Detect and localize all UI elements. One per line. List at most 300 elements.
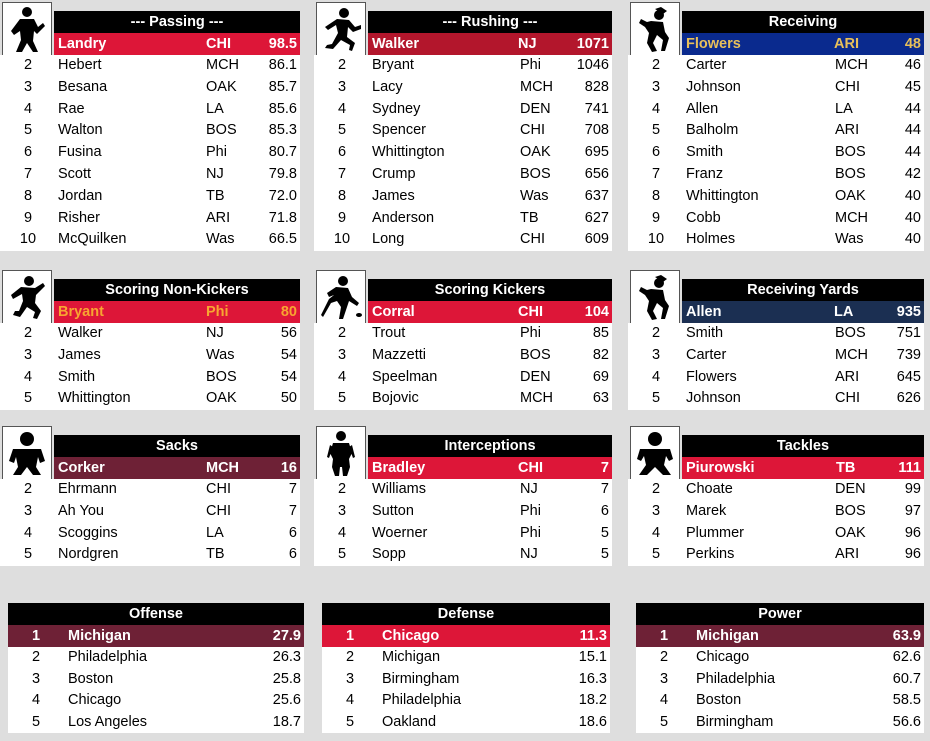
value: 56.6 [892, 713, 921, 730]
value: 1046 [576, 57, 609, 73]
list-item[interactable] [628, 544, 924, 566]
rank: 2 [23, 57, 33, 73]
team: MCH [520, 78, 554, 95]
list-item[interactable] [0, 367, 300, 389]
player-name: Carter [686, 346, 727, 363]
leader-team: CHI [518, 460, 543, 476]
rank: 10 [647, 231, 665, 248]
list-item[interactable] [628, 99, 924, 121]
leader-value: 111 [898, 460, 921, 476]
value: 97 [904, 502, 921, 519]
list-item[interactable] [314, 77, 612, 99]
rank: 9 [337, 209, 347, 226]
value: 44 [904, 122, 921, 139]
rank: 4 [651, 100, 661, 117]
rank: 3 [651, 78, 661, 95]
player-name: Bojovic [372, 390, 419, 407]
value: 5 [600, 524, 609, 541]
team: CHI [520, 122, 545, 139]
list-item[interactable] [0, 345, 300, 367]
rank: 2 [337, 481, 347, 497]
team: NJ [206, 325, 224, 341]
list-item[interactable] [0, 120, 300, 142]
rank: 6 [23, 144, 33, 161]
player-name: Ah You [58, 502, 104, 519]
player-name: Smith [686, 144, 724, 161]
list-item[interactable] [314, 164, 612, 186]
leader-team: Phi [206, 304, 229, 320]
value: 18.6 [578, 713, 607, 730]
value: 50 [280, 390, 297, 407]
offense-table [8, 603, 304, 734]
value: 80.7 [268, 144, 297, 161]
leader-row[interactable] [322, 625, 610, 647]
player-name: Nordgren [58, 546, 119, 563]
value: 18.7 [272, 713, 301, 730]
team: NJ [206, 166, 224, 182]
team: LA [835, 100, 853, 117]
list-item[interactable] [0, 479, 300, 501]
list-item[interactable] [314, 142, 612, 164]
list-item[interactable] [628, 523, 924, 545]
leader-team: TB [836, 460, 856, 476]
table-title: Power [636, 603, 924, 625]
value: 71.8 [268, 209, 297, 226]
player-name: Flowers [686, 368, 737, 385]
leader-name: Bradley [372, 460, 426, 476]
team: OAK [520, 144, 551, 161]
leader-name: Bryant [58, 304, 104, 320]
leader-row[interactable] [54, 301, 300, 323]
value: 741 [584, 100, 609, 117]
rank: 3 [337, 502, 347, 519]
rank: 9 [23, 209, 33, 226]
team: BOS [520, 346, 551, 363]
value: 695 [584, 144, 609, 161]
value: 85.7 [268, 78, 297, 95]
team: MCH [835, 209, 869, 226]
rank: 3 [651, 346, 661, 363]
rank: 10 [19, 231, 37, 248]
table-row[interactable] [8, 712, 304, 734]
value: 26.3 [272, 649, 301, 665]
leader-row[interactable] [682, 457, 924, 479]
value: 40 [904, 187, 921, 204]
player-name: Cobb [686, 209, 721, 226]
leader-team: CHI [518, 304, 543, 320]
team: Phi [520, 502, 541, 519]
list-item[interactable] [628, 323, 924, 345]
value: 58.5 [892, 692, 921, 708]
value: 751 [896, 325, 921, 341]
team-name: Birmingham [382, 670, 460, 687]
value: 626 [896, 390, 921, 407]
player-name: Walton [58, 122, 103, 139]
value: 828 [584, 78, 609, 95]
team: BOS [835, 502, 866, 519]
team-name: Los Angeles [68, 713, 148, 730]
rank: 6 [337, 144, 347, 161]
list-item[interactable] [0, 142, 300, 164]
list-item[interactable] [628, 345, 924, 367]
team: BOS [835, 144, 866, 161]
list-item[interactable] [628, 186, 924, 208]
rank: 6 [651, 144, 661, 161]
running-back-silhouette-icon [316, 2, 366, 56]
leader-row[interactable] [368, 33, 612, 55]
value: 46 [904, 57, 921, 73]
list-item[interactable] [0, 77, 300, 99]
linebacker-silhouette-icon [630, 426, 680, 480]
rank: 2 [337, 325, 347, 341]
team: OAK [206, 78, 237, 95]
runner-silhouette-icon [2, 270, 52, 324]
team-name: Chicago [68, 692, 122, 708]
team: BOS [206, 122, 237, 139]
value: 16.3 [578, 670, 607, 687]
rank: 3 [337, 78, 347, 95]
player-name: Scott [58, 166, 92, 182]
list-item[interactable] [314, 345, 612, 367]
rank: 3 [23, 346, 33, 363]
table-row[interactable] [322, 712, 610, 734]
leader-value: 1071 [576, 36, 609, 52]
player-name: Spencer [372, 122, 427, 139]
team-name: Boston [68, 670, 114, 687]
rank: 2 [31, 649, 41, 665]
leader-value: 7 [600, 460, 609, 476]
list-item[interactable] [0, 501, 300, 523]
player-name: Choate [686, 481, 733, 497]
player-name: Johnson [686, 390, 741, 407]
rank: 5 [337, 122, 347, 139]
player-name: Besana [58, 78, 108, 95]
player-name: Johnson [686, 78, 741, 95]
list-item[interactable] [314, 501, 612, 523]
value: 54 [280, 368, 297, 385]
rank: 10 [333, 231, 351, 248]
rank: 2 [23, 325, 33, 341]
value: 6 [600, 502, 609, 519]
team-name: Birmingham [696, 713, 774, 730]
list-item[interactable] [628, 77, 924, 99]
list-item[interactable] [628, 164, 924, 186]
list-item[interactable] [0, 323, 300, 345]
rank: 5 [23, 390, 33, 407]
table-row[interactable] [8, 669, 304, 691]
leader-row[interactable] [636, 625, 924, 647]
team: TB [206, 187, 225, 204]
table-row[interactable] [8, 647, 304, 669]
team-name: Michigan [696, 628, 759, 644]
list-item[interactable] [628, 479, 924, 501]
leader-value: 935 [896, 304, 921, 320]
team: DEN [520, 368, 551, 385]
list-item[interactable] [628, 388, 924, 410]
lineman-silhouette-icon [2, 426, 52, 480]
team: Was [520, 187, 549, 204]
rank: 1 [659, 628, 669, 644]
team-name: Philadelphia [696, 670, 776, 687]
defensive-back-silhouette-icon [316, 426, 366, 480]
team: TB [520, 209, 539, 226]
team-name: Michigan [68, 628, 131, 644]
kicker-silhouette-icon [316, 270, 366, 324]
leader-value: 98.5 [268, 36, 297, 52]
team: NJ [520, 546, 538, 563]
rank: 4 [651, 368, 661, 385]
table-row[interactable] [8, 690, 304, 712]
rank: 5 [23, 546, 33, 563]
leader-row[interactable] [54, 33, 300, 55]
value: 85.6 [268, 100, 297, 117]
value: 6 [288, 546, 297, 563]
value: 72.0 [268, 187, 297, 204]
list-item[interactable] [314, 55, 612, 77]
player-name: Holmes [686, 231, 736, 248]
rank: 5 [337, 546, 347, 563]
player-name: Woerner [372, 524, 428, 541]
value: 82 [592, 346, 609, 363]
table-row[interactable] [636, 690, 924, 712]
leader-name: Corral [372, 304, 415, 320]
value: 5 [600, 546, 609, 563]
panel-title: Receiving [682, 11, 924, 33]
leader-name: Walker [372, 36, 420, 52]
list-item[interactable] [314, 523, 612, 545]
player-name: Anderson [372, 209, 435, 226]
value: 637 [584, 187, 609, 204]
value: 85.3 [268, 122, 297, 139]
leader-row[interactable] [682, 33, 924, 55]
team: CHI [835, 78, 860, 95]
scoring-kickers-panel [314, 268, 612, 413]
quarterback-silhouette-icon [2, 2, 52, 56]
value: 44 [904, 144, 921, 161]
team: BOS [520, 166, 551, 182]
list-item[interactable] [0, 229, 300, 251]
player-name: Smith [58, 368, 96, 385]
leader-team: NJ [518, 36, 537, 52]
team: MCH [835, 346, 869, 363]
list-item[interactable] [314, 120, 612, 142]
player-name: Sutton [372, 502, 414, 519]
rank: 5 [23, 122, 33, 139]
value: 6 [288, 524, 297, 541]
value: 62.6 [892, 649, 921, 665]
value: 40 [904, 209, 921, 226]
player-name: Marek [686, 502, 727, 519]
team: ARI [835, 122, 860, 139]
list-item[interactable] [314, 544, 612, 566]
list-item[interactable] [314, 208, 612, 230]
player-name: Rae [58, 100, 85, 117]
rank: 1 [345, 628, 355, 644]
leader-row[interactable] [54, 457, 300, 479]
table-row[interactable] [636, 669, 924, 691]
list-item[interactable] [628, 229, 924, 251]
value: 25.6 [272, 692, 301, 708]
team: DEN [520, 100, 551, 117]
rank: 4 [23, 524, 33, 541]
value: 69 [592, 368, 609, 385]
panel-title: Tackles [682, 435, 924, 457]
leader-row[interactable] [682, 301, 924, 323]
player-name: Sopp [372, 546, 406, 563]
value: 11.3 [579, 628, 607, 644]
player-name: Trout [372, 325, 406, 341]
team: Phi [206, 144, 227, 161]
list-item[interactable] [314, 479, 612, 501]
rank: 5 [337, 390, 347, 407]
rank: 4 [23, 100, 33, 117]
team: LA [206, 100, 224, 117]
rank: 3 [23, 502, 33, 519]
value: 40 [904, 231, 921, 248]
list-item[interactable] [628, 142, 924, 164]
panel-title: Scoring Non-Kickers [54, 279, 300, 301]
rank: 2 [659, 649, 669, 665]
player-name: Carter [686, 57, 727, 73]
rank: 1 [31, 628, 41, 644]
rank: 4 [651, 524, 661, 541]
team: Was [206, 231, 235, 248]
leader-value: 16 [280, 460, 297, 476]
player-name: Whittington [686, 187, 759, 204]
value: 7 [288, 502, 297, 519]
rank: 2 [651, 325, 661, 341]
list-item[interactable] [0, 544, 300, 566]
team: OAK [835, 187, 866, 204]
table-row[interactable] [636, 647, 924, 669]
leader-row[interactable] [368, 301, 612, 323]
panel-title: --- Rushing --- [368, 11, 612, 33]
panel-title: Sacks [54, 435, 300, 457]
table-title: Offense [8, 603, 304, 625]
scoring-non-kickers-panel [0, 268, 300, 413]
table-row[interactable] [322, 690, 610, 712]
player-name: Allen [686, 100, 719, 117]
rank: 5 [659, 713, 669, 730]
list-item[interactable] [0, 186, 300, 208]
list-item[interactable] [628, 367, 924, 389]
team: BOS [206, 368, 237, 385]
list-item[interactable] [314, 186, 612, 208]
player-name: Risher [58, 209, 100, 226]
list-item[interactable] [314, 99, 612, 121]
value: 60.7 [892, 670, 921, 687]
value: 27.9 [272, 628, 301, 644]
list-item[interactable] [314, 367, 612, 389]
leader-value: 104 [584, 304, 609, 320]
list-item[interactable] [0, 208, 300, 230]
tackles-panel [628, 424, 924, 569]
player-name: Crump [372, 166, 416, 182]
team-name: Michigan [382, 649, 441, 665]
player-name: Bryant [372, 57, 414, 73]
leader-value: 80 [280, 304, 297, 320]
list-item[interactable] [628, 55, 924, 77]
table-row[interactable] [322, 669, 610, 691]
rank: 3 [337, 346, 347, 363]
list-item[interactable] [0, 388, 300, 410]
rank: 4 [31, 692, 41, 708]
team: TB [206, 546, 225, 563]
team: Was [835, 231, 864, 248]
value: 63.9 [892, 628, 921, 644]
leader-team: MCH [206, 460, 240, 476]
table-title: Defense [322, 603, 610, 625]
value: 85 [592, 325, 609, 341]
list-item[interactable] [0, 55, 300, 77]
leader-name: Allen [686, 304, 722, 320]
value: 25.8 [272, 670, 301, 687]
rank: 4 [337, 368, 347, 385]
list-item[interactable] [628, 501, 924, 523]
list-item[interactable] [0, 523, 300, 545]
list-item[interactable] [314, 229, 612, 251]
player-name: Smith [686, 325, 724, 341]
list-item[interactable] [0, 164, 300, 186]
leader-row[interactable] [368, 457, 612, 479]
rank: 2 [23, 481, 33, 497]
rank: 4 [345, 692, 355, 708]
team: Phi [520, 325, 541, 341]
list-item[interactable] [0, 99, 300, 121]
player-name: James [372, 187, 415, 204]
team-name: Oakland [382, 713, 437, 730]
rank: 3 [345, 670, 355, 687]
player-name: Speelman [372, 368, 438, 385]
receiver-silhouette-icon [630, 270, 680, 324]
rank: 8 [337, 187, 347, 204]
list-item[interactable] [314, 323, 612, 345]
rank: 7 [337, 166, 347, 182]
leader-team: ARI [834, 36, 859, 52]
leader-name: Corker [58, 460, 105, 476]
leader-row[interactable] [8, 625, 304, 647]
player-name: Mazzetti [372, 346, 426, 363]
team: BOS [835, 325, 866, 341]
team: MCH [520, 390, 554, 407]
leader-team: LA [834, 304, 854, 320]
panel-title: Interceptions [368, 435, 612, 457]
leader-name: Piurowski [686, 460, 755, 476]
table-row[interactable] [322, 647, 610, 669]
list-item[interactable] [314, 388, 612, 410]
receiving-yards-panel [628, 268, 924, 413]
team: Was [206, 346, 235, 363]
rank: 2 [651, 481, 661, 497]
team: Phi [520, 57, 541, 73]
player-name: Fusina [58, 144, 102, 161]
value: 656 [584, 166, 609, 182]
value: 7 [600, 481, 609, 497]
player-name: Balholm [686, 122, 739, 139]
value: 56 [280, 325, 297, 341]
value: 7 [288, 481, 297, 497]
player-name: Ehrmann [58, 481, 117, 497]
team: MCH [835, 57, 869, 73]
list-item[interactable] [628, 208, 924, 230]
value: 96 [904, 524, 921, 541]
list-item[interactable] [628, 120, 924, 142]
rank: 5 [651, 390, 661, 407]
interceptions-panel [314, 424, 612, 569]
table-row[interactable] [636, 712, 924, 734]
sacks-panel [0, 424, 300, 569]
team: BOS [835, 166, 866, 182]
